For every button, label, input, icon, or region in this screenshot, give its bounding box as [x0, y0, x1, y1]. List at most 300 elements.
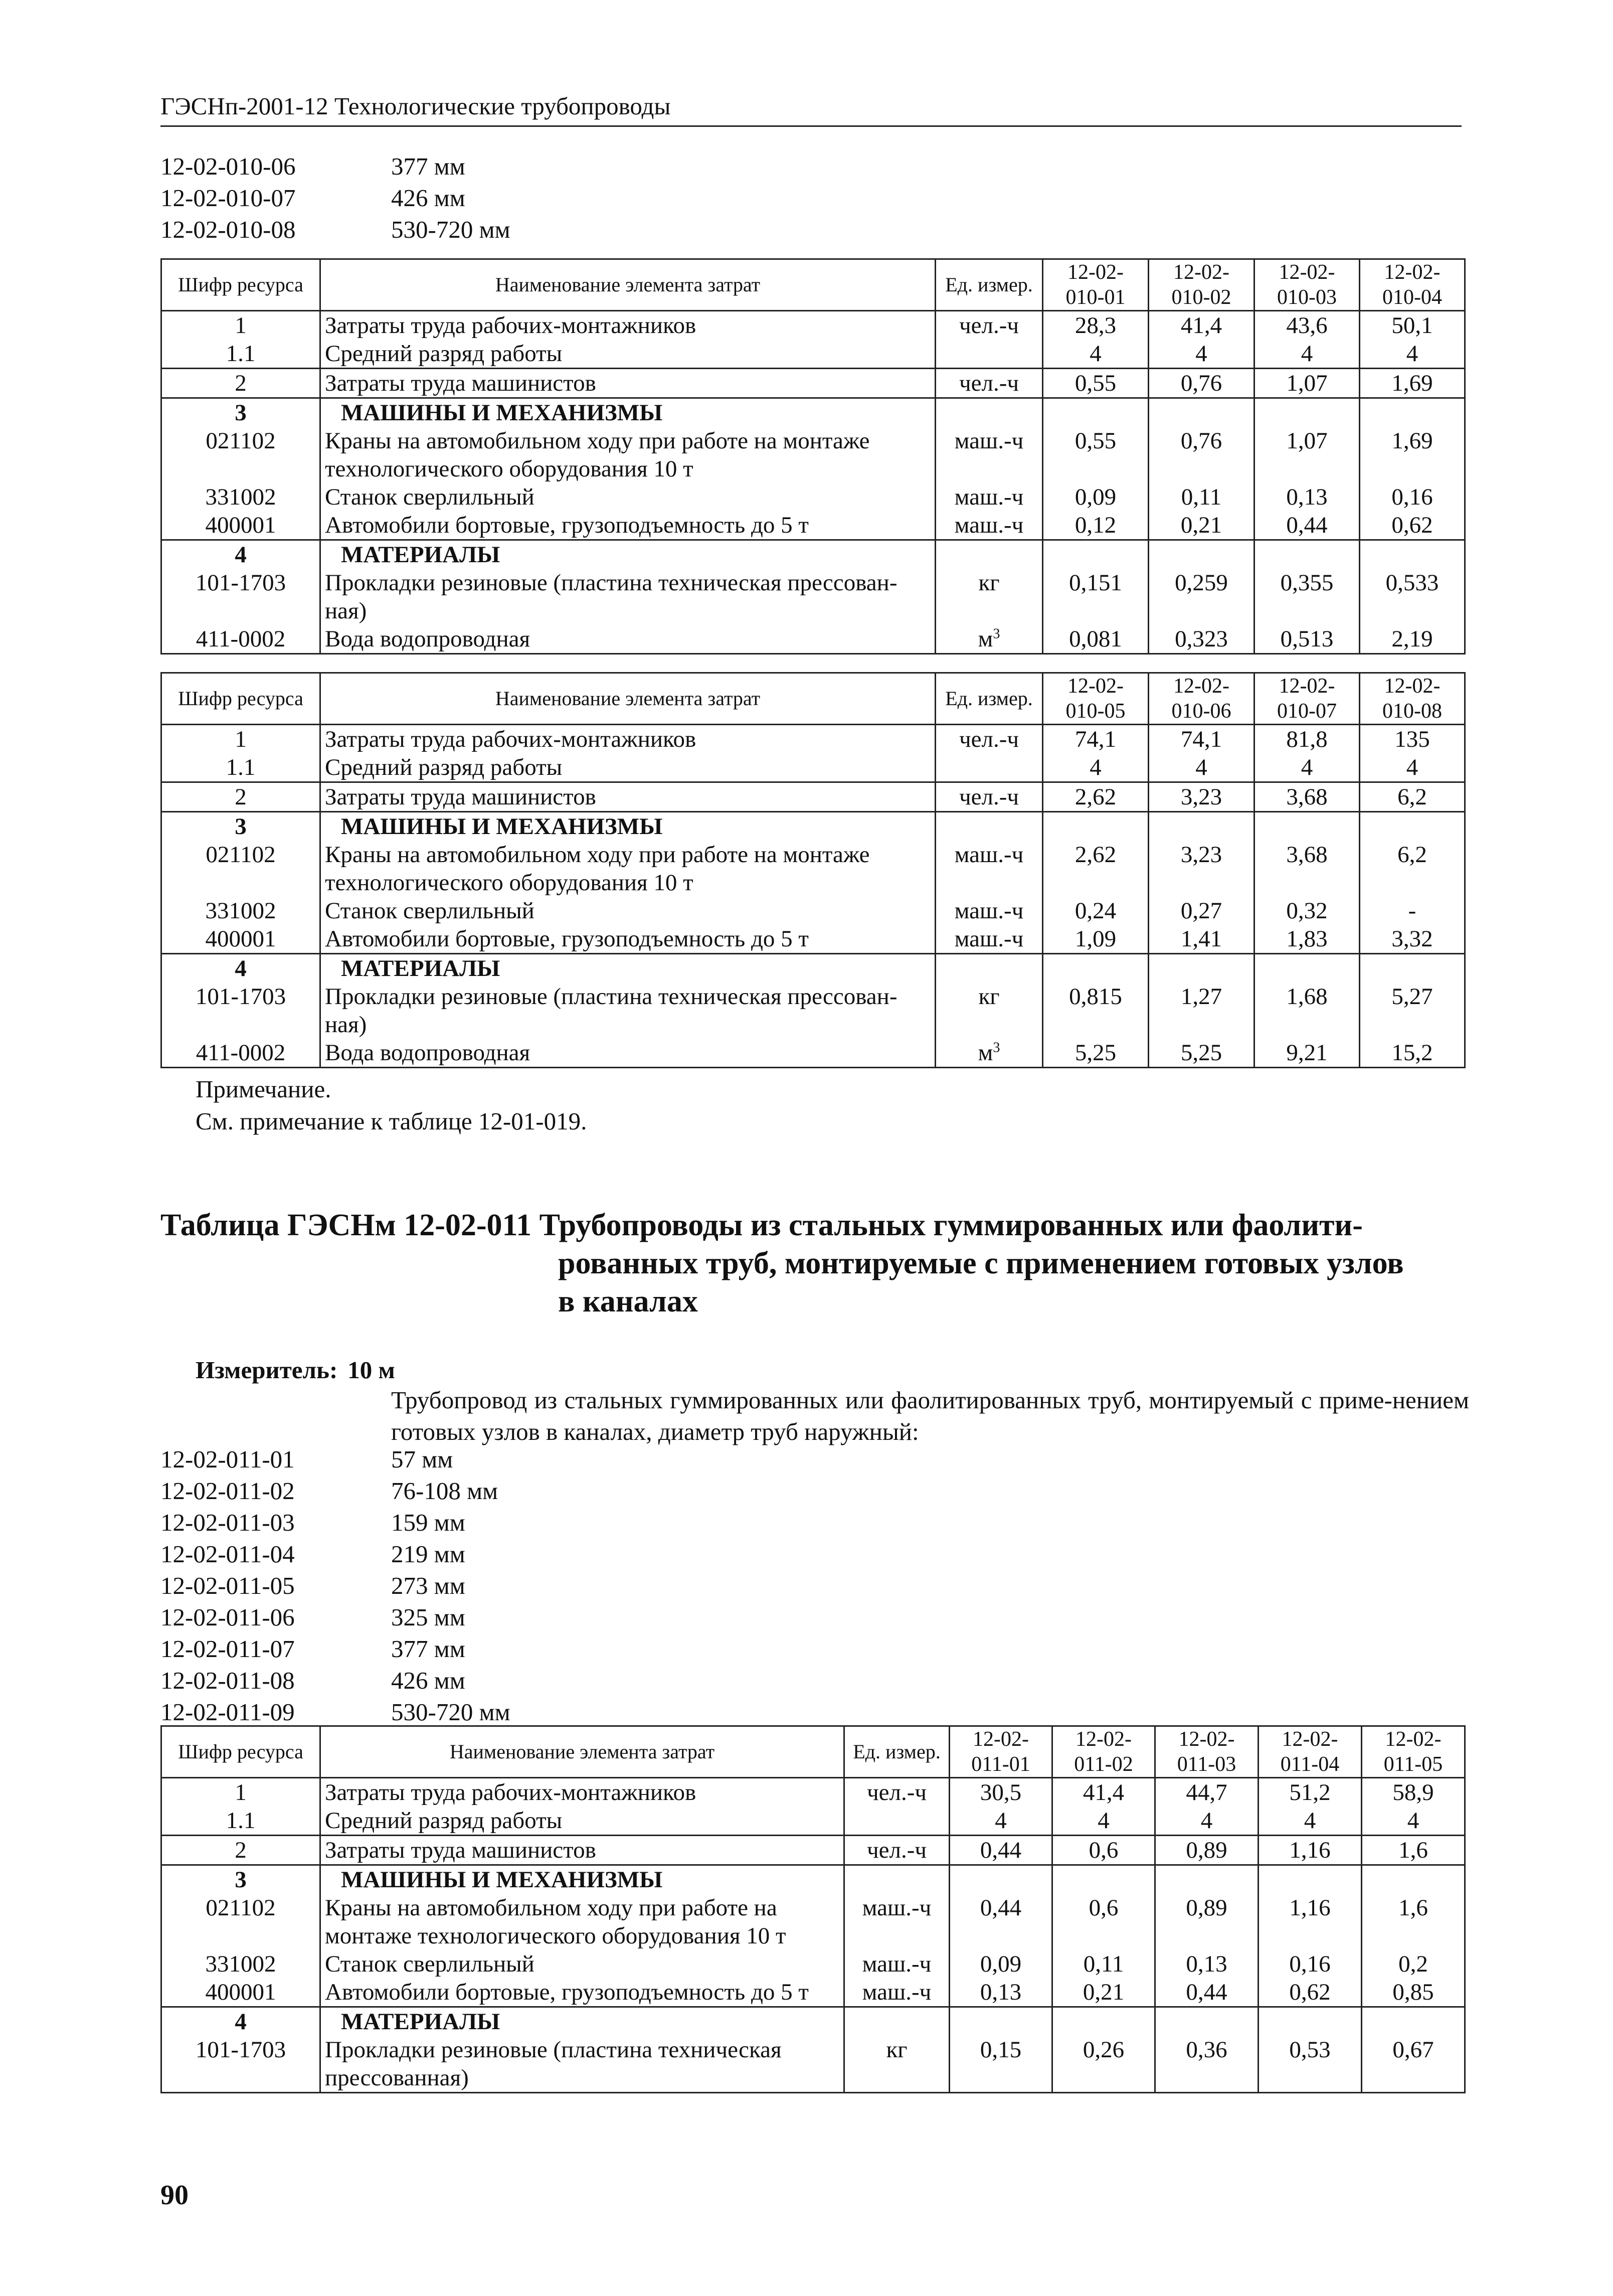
unit-exponent: 3 — [993, 626, 1000, 642]
resource-name-cell: Средний разряд работы — [320, 753, 936, 782]
resource-code: 12-02-011-07 — [160, 1635, 295, 1663]
value-cell: 1,27 — [1149, 982, 1254, 1039]
table-row — [161, 1978, 1465, 2007]
value-cell: 1,07 — [1254, 427, 1360, 483]
value-cell — [1360, 540, 1465, 569]
value-cell — [1360, 954, 1465, 983]
page-number: 90 — [160, 2180, 189, 2211]
resource-code-cell: 1.1 — [161, 1807, 320, 1836]
value-cell — [1254, 398, 1360, 427]
resource-code-cell: 400001 — [161, 1978, 320, 2007]
value-cell: 3,32 — [1360, 925, 1465, 954]
resource-code: 12-02-011-04 — [160, 1540, 295, 1568]
col-header-norm — [1259, 1726, 1362, 1778]
value-cell: 2,62 — [1043, 782, 1149, 812]
col-header-norm — [1360, 259, 1465, 311]
value-cell: 4 — [1259, 1807, 1362, 1836]
unit-cell — [844, 1894, 950, 1950]
resource-code-cell: 3 — [161, 812, 320, 841]
value-cell: 4 — [1360, 753, 1465, 782]
code-row — [160, 1665, 510, 1696]
code-description: 426 мм — [391, 184, 465, 212]
value-cell: 81,8 — [1254, 725, 1360, 754]
code-row — [160, 1507, 510, 1538]
value-cell: 0,09 — [1043, 483, 1149, 511]
col-header-norm — [1360, 673, 1465, 725]
table-row — [161, 398, 1465, 427]
resource-name-cell: Прокладки резиновые (пластина техническая прессован-ная) — [320, 569, 936, 625]
unit-text: маш.-ч — [954, 842, 1024, 868]
value-cell: 0,259 — [1149, 569, 1254, 625]
table-row — [161, 511, 1465, 540]
resource-code-cell: 400001 — [161, 925, 320, 954]
value-cell: - — [1360, 897, 1465, 925]
col-header-name: Наименование элемента затрат — [320, 1726, 844, 1778]
code-description: 530-720 мм — [391, 216, 510, 243]
col-header-code: Шифр ресурса — [161, 1726, 320, 1778]
resource-code-cell: 331002 — [161, 483, 320, 511]
resource-code-cell: 411-0002 — [161, 1039, 320, 1068]
value-cell: 4 — [1043, 753, 1149, 782]
measure-label: Измеритель: — [196, 1356, 338, 1384]
resource-code-cell: 4 — [161, 2007, 320, 2036]
col-header-norm — [950, 1726, 1052, 1778]
code-list-010 — [160, 150, 510, 245]
unit-cell — [936, 725, 1043, 754]
value-cell: 0,36 — [1155, 2036, 1259, 2093]
table-row — [161, 982, 1465, 1039]
code-description: 530-720 мм — [391, 1698, 510, 1726]
value-cell — [1362, 2007, 1465, 2036]
unit-text: маш.-ч — [862, 1951, 932, 1977]
col-header-line: 12-02- — [1279, 675, 1335, 698]
resource-table-011-01-05 — [160, 1725, 1466, 2093]
col-header-code: Шифр ресурса — [161, 673, 320, 725]
value-cell: 4 — [1254, 753, 1360, 782]
value-cell: 4 — [1052, 1807, 1155, 1836]
resource-code: 12-02-011-03 — [160, 1509, 295, 1536]
unit-cell — [936, 311, 1043, 340]
resource-code-cell: 1 — [161, 725, 320, 754]
value-cell: 0,16 — [1259, 1950, 1362, 1978]
value-cell: 1,69 — [1360, 369, 1465, 398]
value-cell: 0,53 — [1259, 2036, 1362, 2093]
unit-cell — [844, 1778, 950, 1807]
value-cell — [1254, 540, 1360, 569]
unit-text: кг — [886, 2037, 908, 2063]
table-title-line1: Таблица ГЭСНм 12-02-011 Трубопроводы из стальных гуммированных или фаолити- — [160, 1208, 1363, 1242]
value-cell: 5,25 — [1149, 1039, 1254, 1068]
resource-code-cell: 021102 — [161, 841, 320, 897]
code-description: 57 мм — [391, 1445, 453, 1473]
col-header-name: Наименование элемента затрат — [320, 673, 936, 725]
code-row — [160, 1696, 510, 1728]
value-cell: 6,2 — [1360, 841, 1465, 897]
value-cell: 0,32 — [1254, 897, 1360, 925]
note-text: См. примечание к таблице 12-01-019. — [196, 1107, 587, 1135]
resource-code-cell: 4 — [161, 954, 320, 983]
value-cell — [1259, 2007, 1362, 2036]
resource-code: 12-02-010-06 — [160, 152, 296, 180]
resource-name-cell: Средний разряд работы — [320, 1807, 844, 1836]
value-cell: 1,6 — [1362, 1836, 1465, 1865]
resource-name-cell: Прокладки резиновые (пластина техническая прессован-ная) — [320, 982, 936, 1039]
table-row — [161, 1836, 1465, 1865]
table-row — [161, 483, 1465, 511]
resource-code-cell: 101-1703 — [161, 982, 320, 1039]
resource-name-cell: Краны на автомобильном ходу при работе на монтаже технологического оборудования 10 т — [320, 1894, 844, 1950]
resource-code: 12-02-011-01 — [160, 1445, 295, 1473]
value-cell: 2,62 — [1043, 841, 1149, 897]
col-header-norm — [1155, 1726, 1259, 1778]
value-cell — [950, 1865, 1052, 1894]
measure-value: 10 м — [347, 1356, 395, 1384]
col-header-line: 010-06 — [1171, 700, 1231, 723]
value-cell: 1,6 — [1362, 1894, 1465, 1950]
value-cell: 0,26 — [1052, 2036, 1155, 2093]
code-description: 76-108 мм — [391, 1477, 498, 1505]
value-cell: 0,513 — [1254, 625, 1360, 654]
value-cell: 0,13 — [1254, 483, 1360, 511]
col-header-line: 010-08 — [1382, 700, 1442, 723]
code-description: 325 мм — [391, 1603, 465, 1631]
resource-code-cell: 3 — [161, 1865, 320, 1894]
table-description: Трубопровод из стальных гуммированных или фаолитированных труб, монтируемый с приме-нением готовых узлов в каналах, диаметр труб наружный: — [391, 1386, 1469, 1445]
unit-cell — [844, 1836, 950, 1865]
unit-cell — [936, 925, 1043, 954]
resource-name-cell: МАТЕРИАЛЫ — [320, 2007, 844, 2036]
col-header-line: 010-04 — [1382, 286, 1442, 309]
table-row — [161, 812, 1465, 841]
value-cell: 0,323 — [1149, 625, 1254, 654]
col-header-unit: Ед. измер. — [844, 1726, 950, 1778]
col-header-name: Наименование элемента затрат — [320, 259, 936, 311]
col-header-line: 010-01 — [1065, 286, 1126, 309]
resource-code-cell: 4 — [161, 540, 320, 569]
value-cell — [1043, 540, 1149, 569]
code-list-011 — [160, 1443, 510, 1728]
unit-cell — [844, 1865, 950, 1894]
value-cell: 0,67 — [1362, 2036, 1465, 2093]
col-header-line: 010-02 — [1171, 286, 1231, 309]
unit-cell — [936, 812, 1043, 841]
header-row — [161, 259, 1465, 311]
resource-name-cell: Средний разряд работы — [320, 340, 936, 369]
value-cell: 43,6 — [1254, 311, 1360, 340]
resource-code: 12-02-011-06 — [160, 1603, 295, 1631]
col-header-norm — [1254, 673, 1360, 725]
value-cell — [1043, 398, 1149, 427]
resource-code: 12-02-011-05 — [160, 1572, 295, 1599]
value-cell: 0,2 — [1362, 1950, 1465, 1978]
value-cell: 0,44 — [1254, 511, 1360, 540]
resource-code-cell: 2 — [161, 1836, 320, 1865]
value-cell: 50,1 — [1360, 311, 1465, 340]
value-cell: 0,355 — [1254, 569, 1360, 625]
table-row — [161, 925, 1465, 954]
unit-cell — [936, 398, 1043, 427]
unit-cell — [936, 954, 1043, 983]
unit-cell — [844, 1950, 950, 1978]
resource-name-cell: Затраты труда рабочих-монтажников — [320, 725, 936, 754]
table-title-line3: в каналах — [558, 1284, 698, 1319]
value-cell — [1254, 812, 1360, 841]
unit-text: чел.-ч — [959, 312, 1019, 339]
value-cell: 4 — [1149, 753, 1254, 782]
resource-name-cell: МАШИНЫ И МЕХАНИЗМЫ — [320, 398, 936, 427]
col-header-line: 12-02- — [1067, 261, 1124, 284]
col-header-line: 12-02- — [1282, 1728, 1338, 1751]
unit-cell — [936, 569, 1043, 625]
code-row — [160, 214, 510, 245]
unit-text: маш.-ч — [862, 1979, 932, 2005]
resource-code: 12-02-011-02 — [160, 1477, 295, 1505]
table-title — [160, 1206, 1474, 1321]
table-row — [161, 311, 1465, 340]
unit-cell — [936, 427, 1043, 483]
value-cell: 0,081 — [1043, 625, 1149, 654]
unit-text: маш.-ч — [954, 512, 1024, 538]
value-cell: 74,1 — [1043, 725, 1149, 754]
resource-name-cell: Прокладки резиновые (пластина техническая прессованная) — [320, 2036, 844, 2093]
table-row — [161, 725, 1465, 754]
header-row — [161, 1726, 1465, 1778]
table-row — [161, 1865, 1465, 1894]
value-cell: 0,11 — [1052, 1950, 1155, 1978]
value-cell: 58,9 — [1362, 1778, 1465, 1807]
value-cell: 1,83 — [1254, 925, 1360, 954]
unit-cell — [936, 340, 1043, 369]
col-header-code: Шифр ресурса — [161, 259, 320, 311]
value-cell: 3,68 — [1254, 782, 1360, 812]
col-header-line: 12-02- — [1178, 1728, 1235, 1751]
col-header-norm — [1043, 673, 1149, 725]
resource-name-cell: Вода водопроводная — [320, 625, 936, 654]
unit-cell — [844, 1807, 950, 1836]
code-description: 273 мм — [391, 1572, 465, 1599]
resource-code-cell: 3 — [161, 398, 320, 427]
table-row — [161, 369, 1465, 398]
resource-code: 12-02-011-08 — [160, 1667, 295, 1694]
value-cell: 15,2 — [1360, 1039, 1465, 1068]
value-cell: 0,89 — [1155, 1836, 1259, 1865]
value-cell — [1155, 1865, 1259, 1894]
value-cell — [1362, 1865, 1465, 1894]
unit-cell — [936, 982, 1043, 1039]
table-title-line2: рованных труб, монтируемые с применением готовых узлов — [558, 1246, 1404, 1280]
resource-name-cell: Краны на автомобильном ходу при работе на монтаже технологического оборудования 10 т — [320, 427, 936, 483]
col-header-unit: Ед. измер. — [936, 259, 1043, 311]
unit-text: чел.-ч — [867, 1779, 927, 1806]
col-header-norm — [1149, 673, 1254, 725]
resource-code: 12-02-011-09 — [160, 1698, 295, 1726]
value-cell: 1,16 — [1259, 1836, 1362, 1865]
col-header-line: 12-02- — [1076, 1728, 1132, 1751]
unit-cell — [844, 1978, 950, 2007]
value-cell: 0,62 — [1259, 1978, 1362, 2007]
table-row — [161, 340, 1465, 369]
note-title: Примечание. — [196, 1075, 331, 1103]
value-cell: 0,11 — [1149, 483, 1254, 511]
resource-name-cell: Станок сверлильный — [320, 483, 936, 511]
resource-name-cell: МАТЕРИАЛЫ — [320, 954, 936, 983]
value-cell: 4 — [1155, 1807, 1259, 1836]
resource-table-010-05-08 — [160, 672, 1466, 1068]
value-cell: 0,21 — [1149, 511, 1254, 540]
unit-text: маш.-ч — [954, 898, 1024, 924]
code-description: 377 мм — [391, 152, 465, 180]
unit-cell — [936, 753, 1043, 782]
value-cell: 0,6 — [1052, 1894, 1155, 1950]
unit-exponent: 3 — [993, 1040, 1000, 1056]
resource-name-cell: Автомобили бортовые, грузоподъемность до 5 т — [320, 925, 936, 954]
value-cell: 0,16 — [1360, 483, 1465, 511]
value-cell: 1,69 — [1360, 427, 1465, 483]
resource-code-cell: 2 — [161, 782, 320, 812]
unit-cell — [936, 511, 1043, 540]
resource-code-cell: 411-0002 — [161, 625, 320, 654]
col-header-line: 12-02- — [1067, 675, 1124, 698]
value-cell: 0,85 — [1362, 1978, 1465, 2007]
col-header-line: 011-05 — [1383, 1753, 1443, 1776]
value-cell: 1,68 — [1254, 982, 1360, 1039]
unit-text: чел.-ч — [959, 784, 1019, 810]
table-row — [161, 1950, 1465, 1978]
unit-text: м — [978, 1040, 993, 1066]
value-cell: 3,23 — [1149, 841, 1254, 897]
value-cell: 5,25 — [1043, 1039, 1149, 1068]
unit-text: маш.-ч — [954, 926, 1024, 952]
resource-name-cell: Затраты труда машинистов — [320, 1836, 844, 1865]
unit-text: кг — [978, 570, 1000, 596]
value-cell: 0,89 — [1155, 1894, 1259, 1950]
note — [196, 1073, 587, 1137]
unit-cell — [936, 1039, 1043, 1068]
col-header-line: 010-03 — [1277, 286, 1337, 309]
col-header-line: 12-02- — [1384, 675, 1441, 698]
code-row — [160, 1538, 510, 1570]
unit-text: кг — [978, 983, 1000, 1010]
unit-text: маш.-ч — [862, 1895, 932, 1921]
col-header-line: 12-02- — [1279, 261, 1335, 284]
value-cell — [1259, 1865, 1362, 1894]
table-row — [161, 2007, 1465, 2036]
code-description: 426 мм — [391, 1667, 465, 1694]
value-cell: 0,76 — [1149, 427, 1254, 483]
resource-name-cell: Вода водопроводная — [320, 1039, 936, 1068]
resource-code-cell: 331002 — [161, 897, 320, 925]
col-header-line: 011-04 — [1280, 1753, 1340, 1776]
resource-code-cell: 1 — [161, 311, 320, 340]
value-cell: 1,41 — [1149, 925, 1254, 954]
col-header-line: 010-07 — [1277, 700, 1337, 723]
unit-cell — [936, 483, 1043, 511]
unit-text: м — [978, 626, 993, 652]
table-row — [161, 2036, 1465, 2093]
col-header-line: 12-02- — [973, 1728, 1029, 1751]
col-header-line: 010-05 — [1065, 700, 1126, 723]
value-cell: 3,68 — [1254, 841, 1360, 897]
code-row — [160, 1633, 510, 1665]
unit-text: чел.-ч — [959, 370, 1019, 396]
value-cell: 0,44 — [950, 1894, 1052, 1950]
unit-cell — [936, 625, 1043, 654]
value-cell: 0,55 — [1043, 427, 1149, 483]
value-cell: 0,815 — [1043, 982, 1149, 1039]
unit-cell — [844, 2007, 950, 2036]
value-cell: 1,16 — [1259, 1894, 1362, 1950]
table-row — [161, 540, 1465, 569]
resource-name-cell: Станок сверлильный — [320, 1950, 844, 1978]
table-row — [161, 427, 1465, 483]
measure-unit — [196, 1354, 395, 1386]
value-cell: 0,44 — [1155, 1978, 1259, 2007]
value-cell: 0,21 — [1052, 1978, 1155, 2007]
resource-name-cell: МАШИНЫ И МЕХАНИЗМЫ — [320, 812, 936, 841]
col-header-line: 011-01 — [971, 1753, 1030, 1776]
value-cell: 0,533 — [1360, 569, 1465, 625]
code-description: 219 мм — [391, 1540, 465, 1568]
value-cell: 9,21 — [1254, 1039, 1360, 1068]
col-header-line: 011-03 — [1177, 1753, 1236, 1776]
table-row — [161, 1778, 1465, 1807]
value-cell: 4 — [1043, 340, 1149, 369]
col-header-norm — [1254, 259, 1360, 311]
value-cell: 5,27 — [1360, 982, 1465, 1039]
value-cell: 1,09 — [1043, 925, 1149, 954]
resource-code-cell: 331002 — [161, 1950, 320, 1978]
value-cell: 30,5 — [950, 1778, 1052, 1807]
table-row — [161, 569, 1465, 625]
value-cell: 0,62 — [1360, 511, 1465, 540]
value-cell: 0,6 — [1052, 1836, 1155, 1865]
resource-name-cell: МАШИНЫ И МЕХАНИЗМЫ — [320, 1865, 844, 1894]
value-cell — [950, 2007, 1052, 2036]
value-cell: 74,1 — [1149, 725, 1254, 754]
unit-cell — [936, 782, 1043, 812]
code-row — [160, 150, 510, 182]
value-cell: 0,13 — [950, 1978, 1052, 2007]
col-header-line: 12-02- — [1173, 261, 1229, 284]
value-cell — [1043, 812, 1149, 841]
value-cell: 0,27 — [1149, 897, 1254, 925]
resource-code: 12-02-010-08 — [160, 216, 296, 243]
value-cell — [1149, 812, 1254, 841]
resource-code-cell: 021102 — [161, 427, 320, 483]
resource-code-cell: 1.1 — [161, 753, 320, 782]
value-cell: 51,2 — [1259, 1778, 1362, 1807]
value-cell: 0,55 — [1043, 369, 1149, 398]
col-header-norm — [1043, 259, 1149, 311]
resource-code-cell: 1.1 — [161, 340, 320, 369]
table-row — [161, 782, 1465, 812]
value-cell: 0,15 — [950, 2036, 1052, 2093]
value-cell: 41,4 — [1149, 311, 1254, 340]
resource-code-cell: 1 — [161, 1778, 320, 1807]
value-cell: 0,44 — [950, 1836, 1052, 1865]
code-description: 377 мм — [391, 1635, 465, 1663]
resource-name-cell: Затраты труда машинистов — [320, 782, 936, 812]
resource-code: 12-02-010-07 — [160, 184, 296, 212]
table-row — [161, 1894, 1465, 1950]
value-cell — [1149, 398, 1254, 427]
code-row — [160, 1570, 510, 1601]
value-cell: 3,23 — [1149, 782, 1254, 812]
table-row — [161, 625, 1465, 654]
table-row — [161, 897, 1465, 925]
value-cell: 0,24 — [1043, 897, 1149, 925]
resource-name-cell: Затраты труда рабочих-монтажников — [320, 1778, 844, 1807]
